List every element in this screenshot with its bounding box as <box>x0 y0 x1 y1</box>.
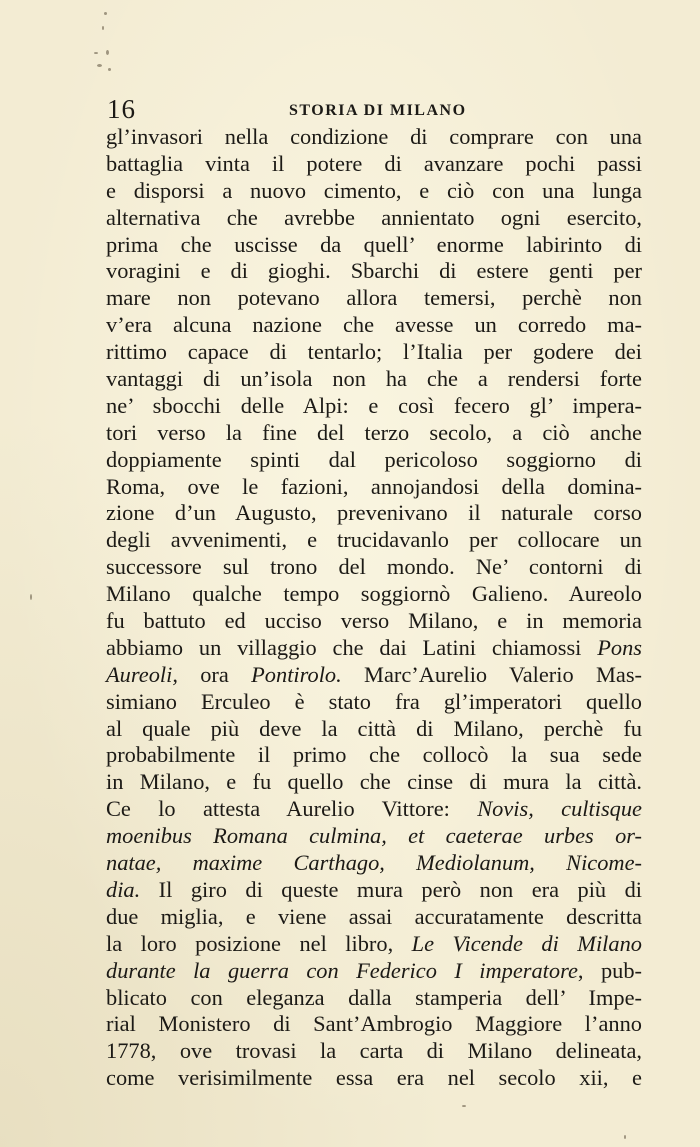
text-roman: Ce lo attesta Aurelio Vittore: <box>106 796 478 822</box>
body-text <box>106 124 642 1092</box>
text-italic: durante la guerra con Federico I imperatore <box>106 957 578 983</box>
text-roman: fu battuto ed ucciso verso Milano, e in memoria <box>106 608 642 634</box>
text-italic: Novis, cultisque <box>477 796 642 822</box>
text-roman: Roma, ove le fazioni, annojandosi della domina- <box>106 473 642 499</box>
text-line <box>106 500 642 527</box>
text-line <box>106 662 642 689</box>
text-italic: Pontirolo. <box>251 661 342 687</box>
bottom-speck <box>462 1105 466 1107</box>
text-line <box>106 527 642 554</box>
text-line <box>106 232 642 259</box>
text-roman: battaglia vinta il potere di avanzare pochi passi <box>106 150 642 176</box>
text-roman: abbiamo un villaggio che dai Latini chiamossi <box>106 634 598 660</box>
text-italic: moenibus Romana culmina, et caeterae urbes or- <box>106 823 642 849</box>
text-line <box>106 124 642 151</box>
text-line <box>106 877 642 904</box>
text-italic: dia. <box>106 876 141 902</box>
text-line <box>106 716 642 743</box>
text-line <box>106 850 642 877</box>
text-roman: voragini e di gioghi. Sbarchi di estere genti per <box>106 258 642 284</box>
text-line <box>106 796 642 823</box>
text-roman-tail: ora <box>177 661 252 687</box>
text-roman: gl’invasori nella condizione di comprare con una <box>106 124 642 149</box>
text-roman: blicato con eleganza dalla stamperia dell’ Impe- <box>106 984 642 1010</box>
text-line <box>106 1011 642 1038</box>
text-roman: alternativa che avrebbe annientato ogni esercito, <box>106 204 642 230</box>
text-roman: simiano Erculeo è stato fra gl’imperatori quello <box>106 688 642 714</box>
corner-speck <box>624 1135 626 1139</box>
text-line <box>106 178 642 205</box>
text-italic: Le Vicende di Milano <box>411 930 642 956</box>
text-line <box>106 447 642 474</box>
text-italic: Pons <box>597 634 642 660</box>
text-roman: prima che uscisse da quell’ enorme labirinto di <box>106 231 642 257</box>
text-roman: zione d’un Augusto, prevenivano il naturale corso <box>106 500 642 526</box>
text-roman: Milano qualche tempo soggiornò Galieno. Aureolo <box>106 581 642 607</box>
text-line <box>106 258 642 285</box>
text-roman: probabilmente il primo che collocò la sua sede <box>106 742 642 768</box>
running-head: STORIA DI MILANO <box>289 102 467 119</box>
text-line <box>106 742 642 769</box>
text-line <box>106 769 642 796</box>
text-line <box>106 420 642 447</box>
text-roman: v’era alcuna nazione che avesse un corredo ma- <box>106 312 642 338</box>
text-roman: tori verso la fine del terzo secolo, a ciò anche <box>106 419 642 445</box>
text-line <box>106 931 642 958</box>
margin-speck <box>30 594 32 600</box>
text-roman: doppiamente spinti dal pericoloso soggiorno di <box>106 446 642 472</box>
text-line <box>106 1065 642 1092</box>
text-line <box>106 393 642 420</box>
ink-marks <box>88 8 118 83</box>
text-roman: al quale più deve la città di Milano, perchè fu <box>106 715 642 741</box>
text-line <box>106 339 642 366</box>
text-line <box>106 689 642 716</box>
text-roman: come verisimilmente essa era nel secolo xii, e <box>106 1065 642 1091</box>
text-line <box>106 608 642 635</box>
text-roman-tail: Marc’Aurelio Valerio Mas- <box>341 661 642 687</box>
text-line <box>106 581 642 608</box>
text-roman: rial Monistero di Sant’Ambrogio Maggiore l’anno <box>106 1011 642 1037</box>
text-roman-tail: Il giro di queste mura però non era più di <box>140 876 642 902</box>
text-line <box>106 985 642 1012</box>
text-line <box>106 312 642 339</box>
text-line <box>106 205 642 232</box>
text-roman-tail: , pub- <box>577 957 642 983</box>
text-line <box>106 151 642 178</box>
text-roman: due miglia, e viene assai accuratamente descritta <box>106 903 642 929</box>
text-roman: rittimo capace di tentarlo; l’Italia per godere dei <box>106 339 642 365</box>
text-roman: ne’ sbocchi delle Alpi: e così fecero gl’ impera- <box>106 392 642 418</box>
page-header <box>107 94 643 124</box>
text-italic: Aureoli, <box>106 661 178 687</box>
text-line <box>106 366 642 393</box>
text-roman: successore sul trono del mondo. Ne’ contorni di <box>106 554 642 580</box>
text-line <box>106 285 642 312</box>
text-line <box>106 958 642 985</box>
text-line <box>106 904 642 931</box>
text-line <box>106 554 642 581</box>
text-line <box>106 1038 642 1065</box>
text-roman: vantaggi di un’isola non ha che a rendersi forte <box>106 366 642 392</box>
text-roman: in Milano, e fu quello che cinse di mura la città. <box>106 769 642 795</box>
text-roman: la loro posizione nel libro, <box>106 930 412 956</box>
text-italic: natae, maxime Carthago, Mediolanum, Nicome- <box>106 850 642 876</box>
text-roman: e disporsi a nuovo cimento, e ciò con una lunga <box>106 177 642 203</box>
text-line <box>106 635 642 662</box>
text-roman: degli avvenimenti, e trucidavanlo per collocare un <box>106 527 642 553</box>
text-roman: mare non potevano allora temersi, perchè non <box>106 285 642 311</box>
text-line <box>106 474 642 501</box>
text-line <box>106 823 642 850</box>
page-number: 16 <box>107 94 136 124</box>
text-roman: 1778, ove trovasi la carta di Milano delineata, <box>106 1038 642 1064</box>
